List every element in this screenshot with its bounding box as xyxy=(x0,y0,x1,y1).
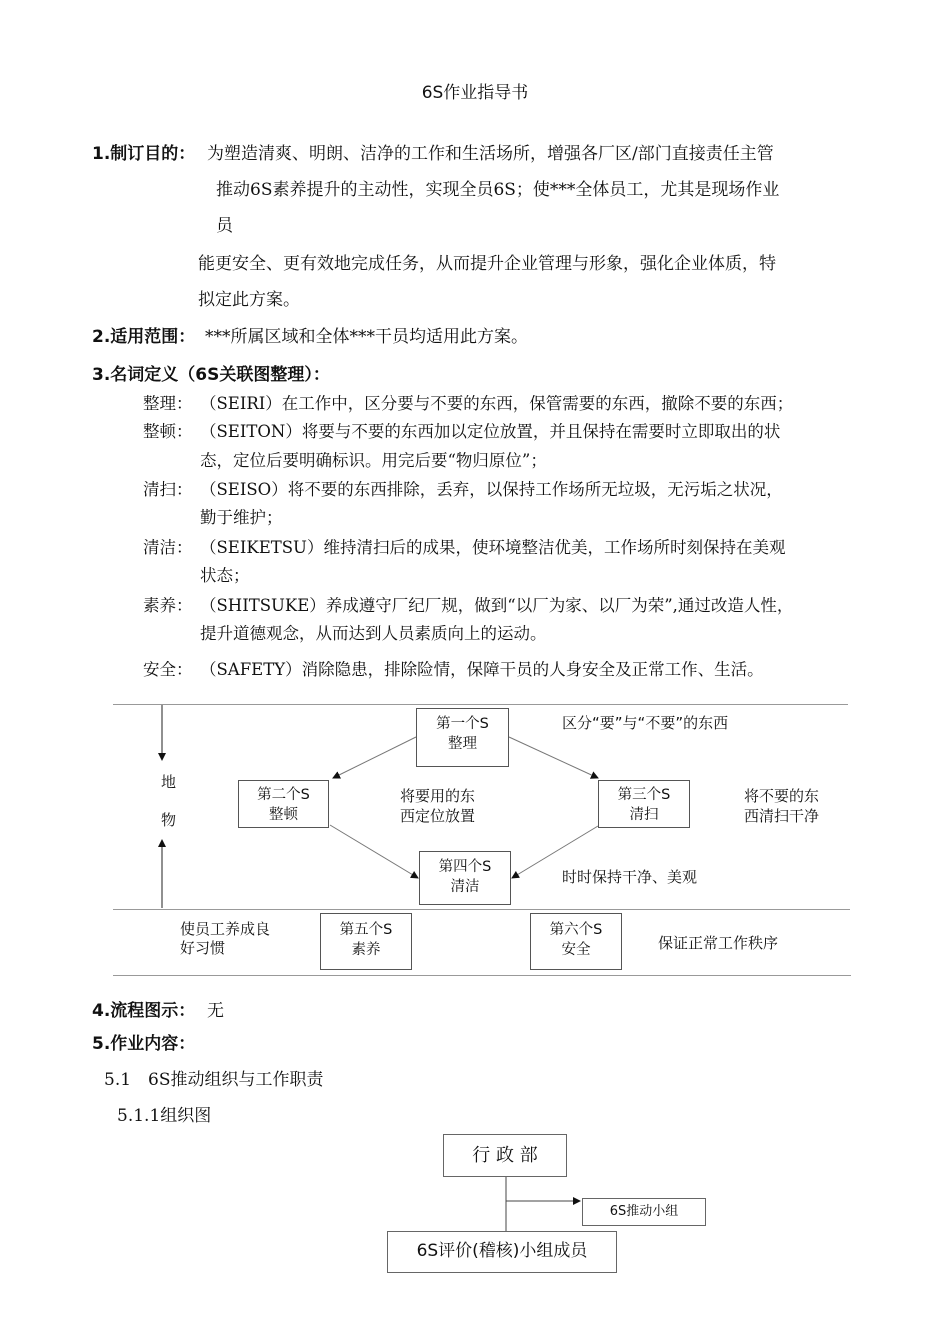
def-text-seiton-2: 态，定位后要明确标识。用完后要“物归原位”； xyxy=(200,451,547,470)
page-title: 6S作业指导书 xyxy=(421,83,529,103)
s6-line1: 第六个S xyxy=(549,922,603,938)
section2-text: ***所属区域和全体***干员均适用此方案。 xyxy=(205,327,528,347)
section5-heading: 5.作业内容： xyxy=(92,1034,196,1054)
s1-line2: 整理 xyxy=(448,736,477,752)
s6-box xyxy=(530,913,622,970)
section5-sub1: 5.1 6S推动组织与工作职责 xyxy=(104,1070,324,1090)
s5-box xyxy=(320,913,412,970)
def-term-safety: 安全： xyxy=(143,660,193,679)
def-term-shitsuke: 素养： xyxy=(143,596,193,615)
org-top-box: 行 政 部 xyxy=(443,1134,567,1177)
note-s2-line2: 西定位放置 xyxy=(400,807,476,825)
def-text-seiso-1: （SEISO）将不要的东西排除，丢弃，以保持工作场所无垃圾，无污垢之状况， xyxy=(200,480,783,499)
s4-line1: 第四个S xyxy=(438,859,492,875)
note-s3-line2: 西清扫干净 xyxy=(744,807,820,825)
def-text-safety: （SAFETY）消除隐患，排除险情，保障干员的人身安全及正常工作、生活。 xyxy=(200,660,764,679)
def-text-seiton-1: （SEITON）将要与不要的东西加以定位放置，并且保持在需要时立即取出的状 xyxy=(200,422,781,441)
section1-line4: 能更安全、更有效地完成任务，从而提升企业管理与形象，强化企业体质，特 xyxy=(198,254,776,274)
def-text-seiso-2: 勤于维护； xyxy=(200,508,283,527)
section1-line2: 推动6S素养提升的主动性，实现全员6S；使***全体员工，尤其是现场作业 xyxy=(216,180,780,200)
s2-box xyxy=(238,780,329,828)
note-s4: 时时保持干净、美观 xyxy=(562,868,698,886)
def-term-seiketsu: 清洁： xyxy=(143,538,193,557)
s3-line1: 第三个S xyxy=(617,787,671,803)
section3-heading: 3.名词定义（6S关联图整理）： xyxy=(92,365,330,385)
s1-box xyxy=(416,708,509,767)
note-s2-line1: 将要用的东 xyxy=(400,787,476,805)
def-text-shitsuke-1: （SHITSUKE）养成遵守厂纪厂规，做到“以厂为家、以厂为荣”,通过改造人性， xyxy=(200,596,794,615)
section2-heading: 2.适用范围： xyxy=(92,327,196,347)
def-text-seiketsu-1: （SEIKETSU）维持清扫后的成果，使环境整洁优美，工作场所时刻保持在美观 xyxy=(200,538,786,557)
note-s1: 区分“要”与“不要”的东西 xyxy=(562,714,729,732)
section4-heading: 4.流程图示： xyxy=(92,1001,196,1021)
def-text-seiri: （SEIRI）在工作中，区分要与不要的东西，保管需要的东西，撤除不要的东西； xyxy=(200,394,794,413)
s6-line2: 安全 xyxy=(561,942,591,958)
section5-sub11: 5.1.1组织图 xyxy=(117,1106,212,1126)
s2-line1: 第二个S xyxy=(257,787,310,803)
org-side-box: 6S推动小组 xyxy=(582,1198,706,1226)
def-term-seiri: 整理： xyxy=(143,394,193,413)
def-term-seiton: 整顿： xyxy=(143,422,193,441)
s2-line2: 整顿 xyxy=(269,807,298,823)
section1-line1: 为塑造清爽、明朗、洁净的工作和生活场所，增强各厂区/部门直接责任主管 xyxy=(207,144,774,164)
diagram-left-char1: 地 xyxy=(161,773,177,791)
section1-heading: 1.制订目的： xyxy=(92,144,196,164)
s3-box xyxy=(598,780,690,828)
diagram-left-char2: 物 xyxy=(161,811,177,829)
s5-line2: 素养 xyxy=(351,942,381,958)
section1-line3: 员 xyxy=(216,216,233,236)
section1-line5: 拟定此方案。 xyxy=(198,290,300,310)
s1-line1: 第一个S xyxy=(436,716,489,732)
note-s5-line2: 好习惯 xyxy=(180,939,226,957)
s3-line2: 清扫 xyxy=(629,807,659,823)
note-s3-line1: 将不要的东 xyxy=(744,787,820,805)
org-bottom-box: 6S评价(稽核)小组成员 xyxy=(387,1231,617,1273)
note-s5-line1: 使员工养成良 xyxy=(180,920,271,938)
s4-line2: 清洁 xyxy=(450,879,480,895)
section4-text: 无 xyxy=(207,1001,224,1021)
def-text-shitsuke-2: 提升道德观念，从而达到人员素质向上的运动。 xyxy=(200,624,547,643)
def-term-seiso: 清扫： xyxy=(143,480,193,499)
s5-line1: 第五个S xyxy=(339,922,393,938)
note-s6: 保证正常工作秩序 xyxy=(658,934,779,952)
def-text-seiketsu-2: 状态； xyxy=(200,566,250,585)
s4-box xyxy=(419,851,511,905)
